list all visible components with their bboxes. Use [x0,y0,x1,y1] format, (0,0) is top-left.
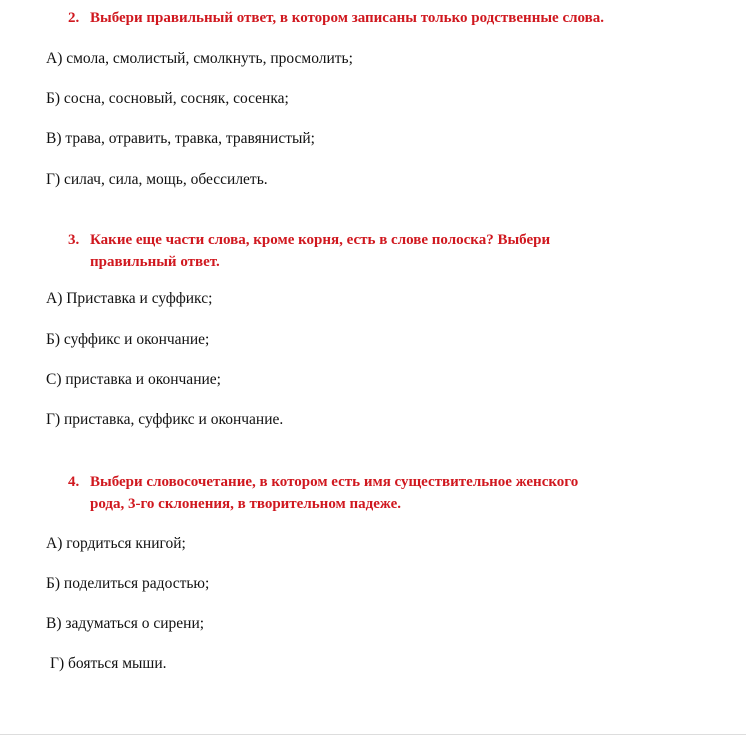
question-4-title [68,471,578,515]
question-4-option-c: В) задуматься о сирени; [46,615,205,632]
question-2-option-a: А) смола, смолистый, смолкнуть, просмолить; [46,50,353,67]
question-3-option-b: Б) суффикс и окончание; [46,331,210,348]
question-4-option-b: Б) поделиться радостью; [46,575,210,592]
question-3-option-c: С) приставка и окончание; [46,371,221,388]
question-3-title-line2: правильный ответ. [90,254,220,270]
question-3-option-d: Г) приставка, суффикс и окончание. [46,411,284,428]
question-2-option-b: Б) сосна, сосновый, сосняк, сосенка; [46,90,289,107]
question-3-title [68,229,550,273]
question-2-title [68,7,604,29]
question-2-title-text: Выбери правильный ответ, в котором записаны только родственные слова. [90,10,605,26]
question-4-title-line1: Выбери словосочетание, в котором есть имя существительное женского [90,474,579,490]
question-3-title-line1: Какие еще части слова, кроме корня, есть в слове полоска? Выбери [90,232,551,248]
page-bottom-divider [0,734,746,735]
question-3-number: 3. [68,232,80,248]
question-2-option-d: Г) силач, сила, мощь, обессилеть. [46,171,268,188]
question-2-number: 2. [68,10,80,26]
question-2-option-c: В) трава, отравить, травка, травянистый; [46,130,315,147]
question-4-option-d: Г) бояться мыши. [50,655,167,672]
question-4-option-a: А) гордиться книгой; [46,535,186,552]
question-4-title-line2: рода, 3-го склонения, в творительном падеже. [90,496,401,512]
question-4-number: 4. [68,474,80,490]
question-3-option-a: А) Приставка и суффикс; [46,290,213,307]
